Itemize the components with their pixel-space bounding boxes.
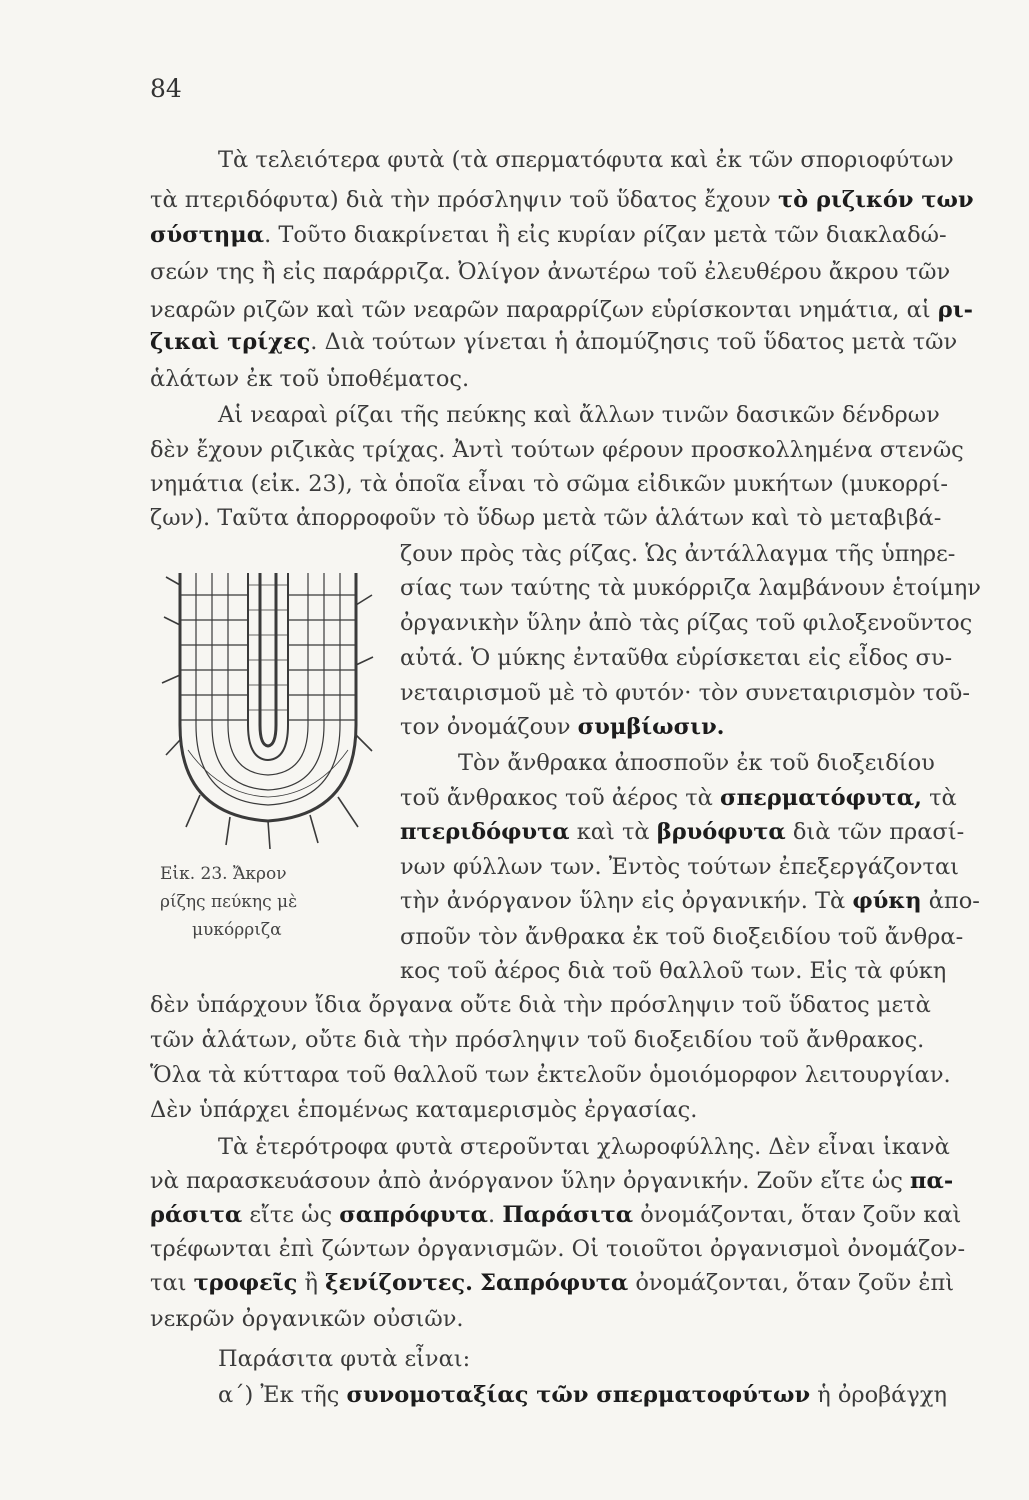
text-line: Ὅλα τὰ κύτταρα τοῦ θαλλοῦ των ἐκτελοῦν ὁμοιόμορφον λειτουργίαν. <box>150 1062 951 1088</box>
text-line: Παράσιτα φυτὰ εἶναι: <box>218 1346 471 1372</box>
text-line: τον ὀνομάζουν συμβίωσιν. <box>400 714 725 740</box>
text-line: σύστημα. Τοῦτο διακρίνεται ἢ εἰς κυρίαν ρίζαν μετὰ τῶν διακλαδώ- <box>150 222 947 248</box>
figure-caption <box>160 860 297 944</box>
text-line: αὐτά. Ὁ μύκης ἐνταῦθα εὑρίσκεται εἰς εἶδος συ- <box>400 645 953 671</box>
text-line: δὲν ἔχουν ριζικὰς τρίχας. Ἀντὶ τούτων φέρουν προσκολλημένα στενῶς <box>150 437 964 463</box>
text-line: νεαρῶν ριζῶν καὶ τῶν νεαρῶν παραρρίζων εὑρίσκονται νημάτια, αἱ ρι- <box>150 297 973 323</box>
caption-line: μυκόρριζα <box>192 920 282 940</box>
text-line: σίας των ταύτης τὰ μυκόρριζα λαμβάνουν ἑτοίμην <box>400 575 981 601</box>
text-line: ζικαὶ τρίχες. Διὰ τούτων γίνεται ἡ ἀπομύζησις τοῦ ὕδατος μετὰ τῶν <box>150 329 958 355</box>
text-line: νημάτια (εἰκ. 23), τὰ ὁποῖα εἶναι τὸ σῶμα εἰδικῶν μυκήτων (μυκορρί- <box>150 471 949 497</box>
text-line: α΄) Ἐκ τῆς συνομοταξίας τῶν σπερματοφύτων ἡ ὀροβάγχη <box>218 1382 947 1408</box>
text-line: ζων). Ταῦτα ἀπορροφοῦν τὸ ὕδωρ μετὰ τῶν ἁλάτων καὶ τὸ μεταβιβά- <box>150 505 942 531</box>
caption-line: ρίζης πεύκης μὲ <box>160 892 298 912</box>
text-line: δὲν ὑπάρχουν ἴδια ὄργανα οὔτε διὰ τὴν πρόσληψιν τοῦ ὕδατος μετὰ <box>150 992 931 1018</box>
text-line: κος τοῦ ἀέρος διὰ τοῦ θαλλοῦ των. Εἰς τὰ φύκη <box>400 958 947 984</box>
text-line: νεκρῶν ὀργανικῶν οὐσιῶν. <box>150 1306 464 1332</box>
text-line: Τὰ τελειότερα φυτὰ (τὰ σπερματόφυτα καὶ ἐκ τῶν σποριοφύτων <box>218 147 954 173</box>
text-line: Αἱ νεαραὶ ρίζαι τῆς πεύκης καὶ ἄλλων τινῶν δασικῶν δένδρων <box>218 402 940 428</box>
text-line: ἁλάτων ἐκ τοῦ ὑποθέματος. <box>150 366 470 392</box>
text-line: Τὰ ἑτερότροφα φυτὰ στεροῦνται χλωροφύλλης. Δὲν εἶναι ἱκανὰ <box>218 1134 950 1160</box>
text-line: τοῦ ἄνθρακος τοῦ ἀέρος τὰ σπερματόφυτα, τὰ <box>400 785 957 811</box>
text-line: σποῦν τὸν ἄνθρακα ἐκ τοῦ διοξειδίου τοῦ ἄνθρα- <box>400 924 964 950</box>
root-tip-figure <box>160 565 375 850</box>
text-line: τὰ πτεριδόφυτα) διὰ τὴν πρόσληψιν τοῦ ὕδατος ἔχουν τὸ ριζικόν των <box>150 187 974 213</box>
text-line: σεών της ἢ εἰς παράρριζα. Ὀλίγον ἀνωτέρω τοῦ ἐλευθέρου ἄκρου τῶν <box>150 259 951 285</box>
text-line: πτεριδόφυτα καὶ τὰ βρυόφυτα διὰ τῶν πρασί- <box>400 819 965 845</box>
text-line: ράσιτα εἴτε ὡς σαπρόφυτα. Παράσιτα ὀνομάζονται, ὅταν ζοῦν καὶ <box>150 1202 962 1228</box>
text-line: Τὸν ἄνθρακα ἀποσποῦν ἐκ τοῦ διοξειδίου <box>458 750 935 776</box>
text-line: ται τροφεῖς ἢ ξενίζοντες. Σαπρόφυτα ὀνομάζονται, ὅταν ζοῦν ἐπὶ <box>150 1270 955 1296</box>
text-line: ὀργανικὴν ὕλην ἀπὸ τὰς ρίζας τοῦ φιλοξενοῦντος <box>400 610 973 636</box>
text-line: νὰ παρασκευάσουν ἀπὸ ἀνόργανον ὕλην ὀργανικήν. Ζοῦν εἴτε ὡς πα- <box>150 1168 954 1194</box>
text-line: τῶν ἁλάτων, οὔτε διὰ τὴν πρόσληψιν τοῦ διοξειδίου τοῦ ἄνθρακος. <box>150 1027 925 1053</box>
page-number: 84 <box>150 74 182 103</box>
text-line: νεταιρισμοῦ μὲ τὸ φυτόν· τὸν συνεταιρισμὸν τοῦ- <box>400 680 970 706</box>
text-line: τὴν ἀνόργανον ὕλην εἰς ὀργανικήν. Τὰ φύκη ἀπο- <box>400 888 980 914</box>
text-line: Δὲν ὑπάρχει ἑπομένως καταμερισμὸς ἐργασίας. <box>150 1097 698 1123</box>
text-line: τρέφωνται ἐπὶ ζώντων ὀργανισμῶν. Οἱ τοιοῦτοι ὀργανισμοὶ ὀνομάζον- <box>150 1236 966 1262</box>
text-line: νων φύλλων των. Ἐντὸς τούτων ἐπεξεργάζονται <box>400 854 959 880</box>
text-line: ζουν πρὸς τὰς ρίζας. Ὡς ἀντάλλαγμα τῆς ὑπηρε- <box>400 541 956 567</box>
caption-line: Εἰκ. 23. Ἄκρον <box>160 864 287 884</box>
